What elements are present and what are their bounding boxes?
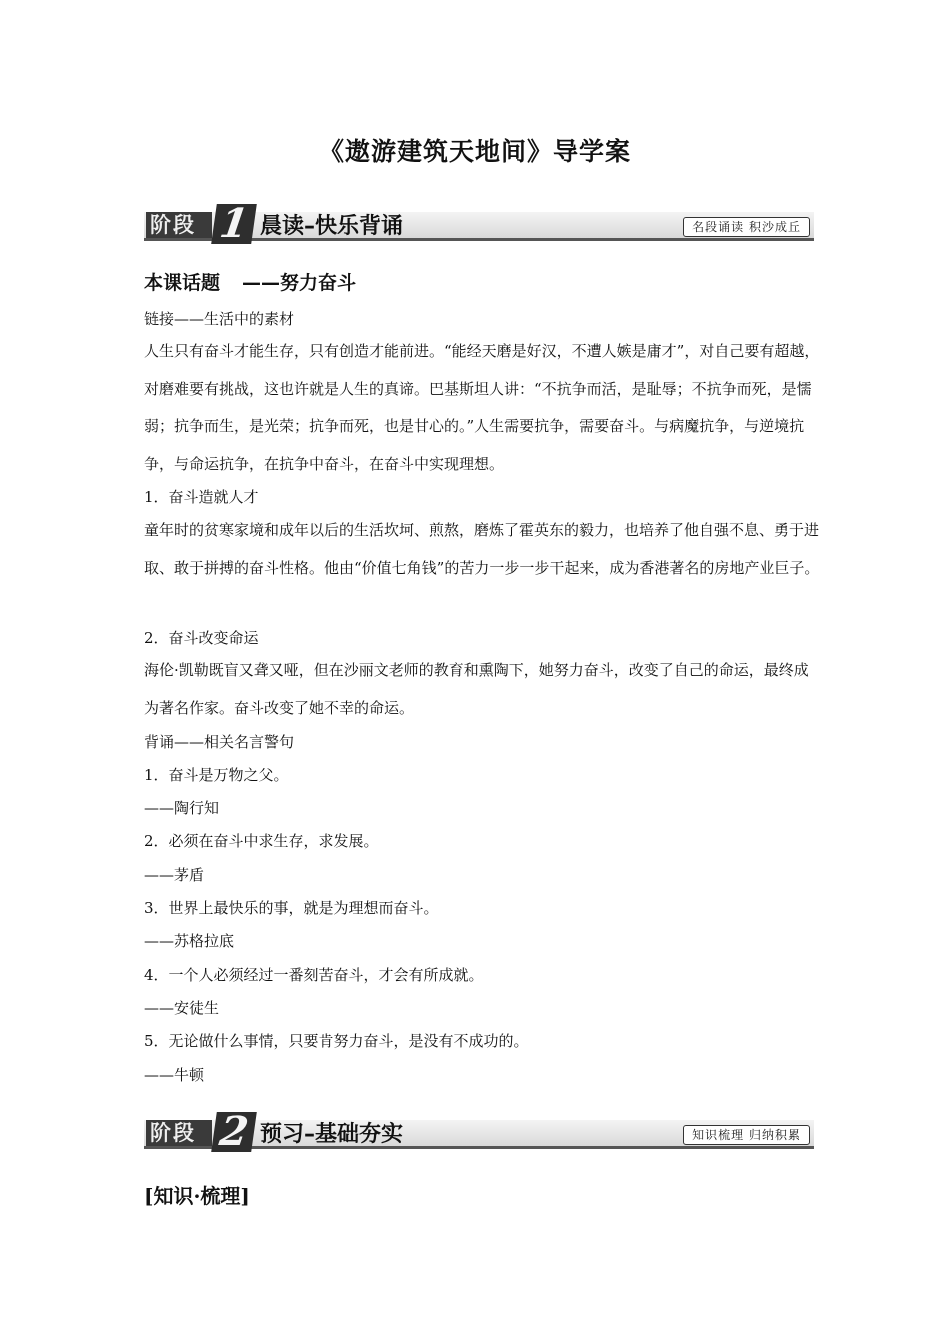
quote-text: 3．世界上最快乐的事，就是为理想而奋斗。	[144, 899, 439, 917]
item2-body: 海伦·凯勒既盲又聋又哑，但在沙丽文老师的教育和熏陶下，她努力奋斗，改变了自己的命运，最终成为著名作家。奋斗改变了她不幸的命运。	[144, 661, 809, 717]
stage-label: 阶段	[146, 212, 212, 238]
topic-label: 本课话题	[144, 272, 221, 294]
quote-author: ——茅盾	[144, 866, 205, 884]
link-heading: 链接——生活中的素材	[144, 310, 295, 328]
intro-paragraph: 人生只有奋斗才能生存，只有创造才能前进。“能经天磨是好汉，不遭人嫉是庸才”，对自己要有超越，对磨难要有挑战，这也许就是人生的真谛。巴基斯坦人讲：“不抗争而活，是耻辱；不抗争而死，是懦弱；抗争而生，是光荣；抗争而死，也是甘心的。”人生需要抗争，需要奋斗。与病魔抗争，与逆境抗争，与命运抗争，在抗争中奋斗，在奋斗中实现理想。	[144, 342, 820, 473]
document-title: 《遨游建筑天地间》导学案	[318, 137, 631, 166]
quote-text: 2．必须在奋斗中求生存，求发展。	[144, 832, 379, 850]
stage-heading: 晨读–快乐背诵	[260, 214, 404, 239]
stage1-banner	[144, 200, 814, 247]
recite-heading: 背诵——相关名言警句	[144, 733, 295, 751]
quote-text: 5．无论做什么事情，只要肯努力奋斗，是没有不成功的。	[144, 1032, 529, 1050]
stage-heading: 预习–基础夯实	[260, 1122, 404, 1147]
item2-title: 2．奋斗改变命运	[144, 629, 259, 647]
item1-body: 童年时的贫寒家境和成年以后的生活坎坷、煎熬，磨炼了霍英东的毅力，也培养了他自强不息、勇于进取、敢于拼搏的奋斗性格。他由“价值七角钱”的苦力一步一步干起来，成为香港著名的房地产业巨子。	[144, 521, 820, 577]
quote-text: 1．奋斗是万物之父。	[144, 766, 289, 784]
quote-author: ——牛顿	[144, 1066, 205, 1084]
item1-title: 1．奋斗造就人才	[144, 488, 259, 506]
knowledge-heading: [知识·梳理]	[144, 1184, 250, 1208]
topic-heading	[144, 271, 356, 295]
stage-number: 2	[211, 1112, 257, 1152]
quote-text: 4．一个人必须经过一番刻苦奋斗，才会有所成就。	[144, 966, 484, 984]
stage-tag: 知识梳理 归纳积累	[683, 1125, 810, 1145]
stage-number: 1	[211, 204, 257, 244]
stage-label: 阶段	[146, 1120, 212, 1146]
quote-author: ——陶行知	[144, 799, 220, 817]
quote-author: ——安徒生	[144, 999, 220, 1017]
quote-author: ——苏格拉底	[144, 932, 235, 950]
stage2-banner	[144, 1108, 814, 1155]
topic-value: ——努力奋斗	[242, 272, 357, 294]
stage-tag: 名段诵读 积沙成丘	[683, 217, 810, 237]
